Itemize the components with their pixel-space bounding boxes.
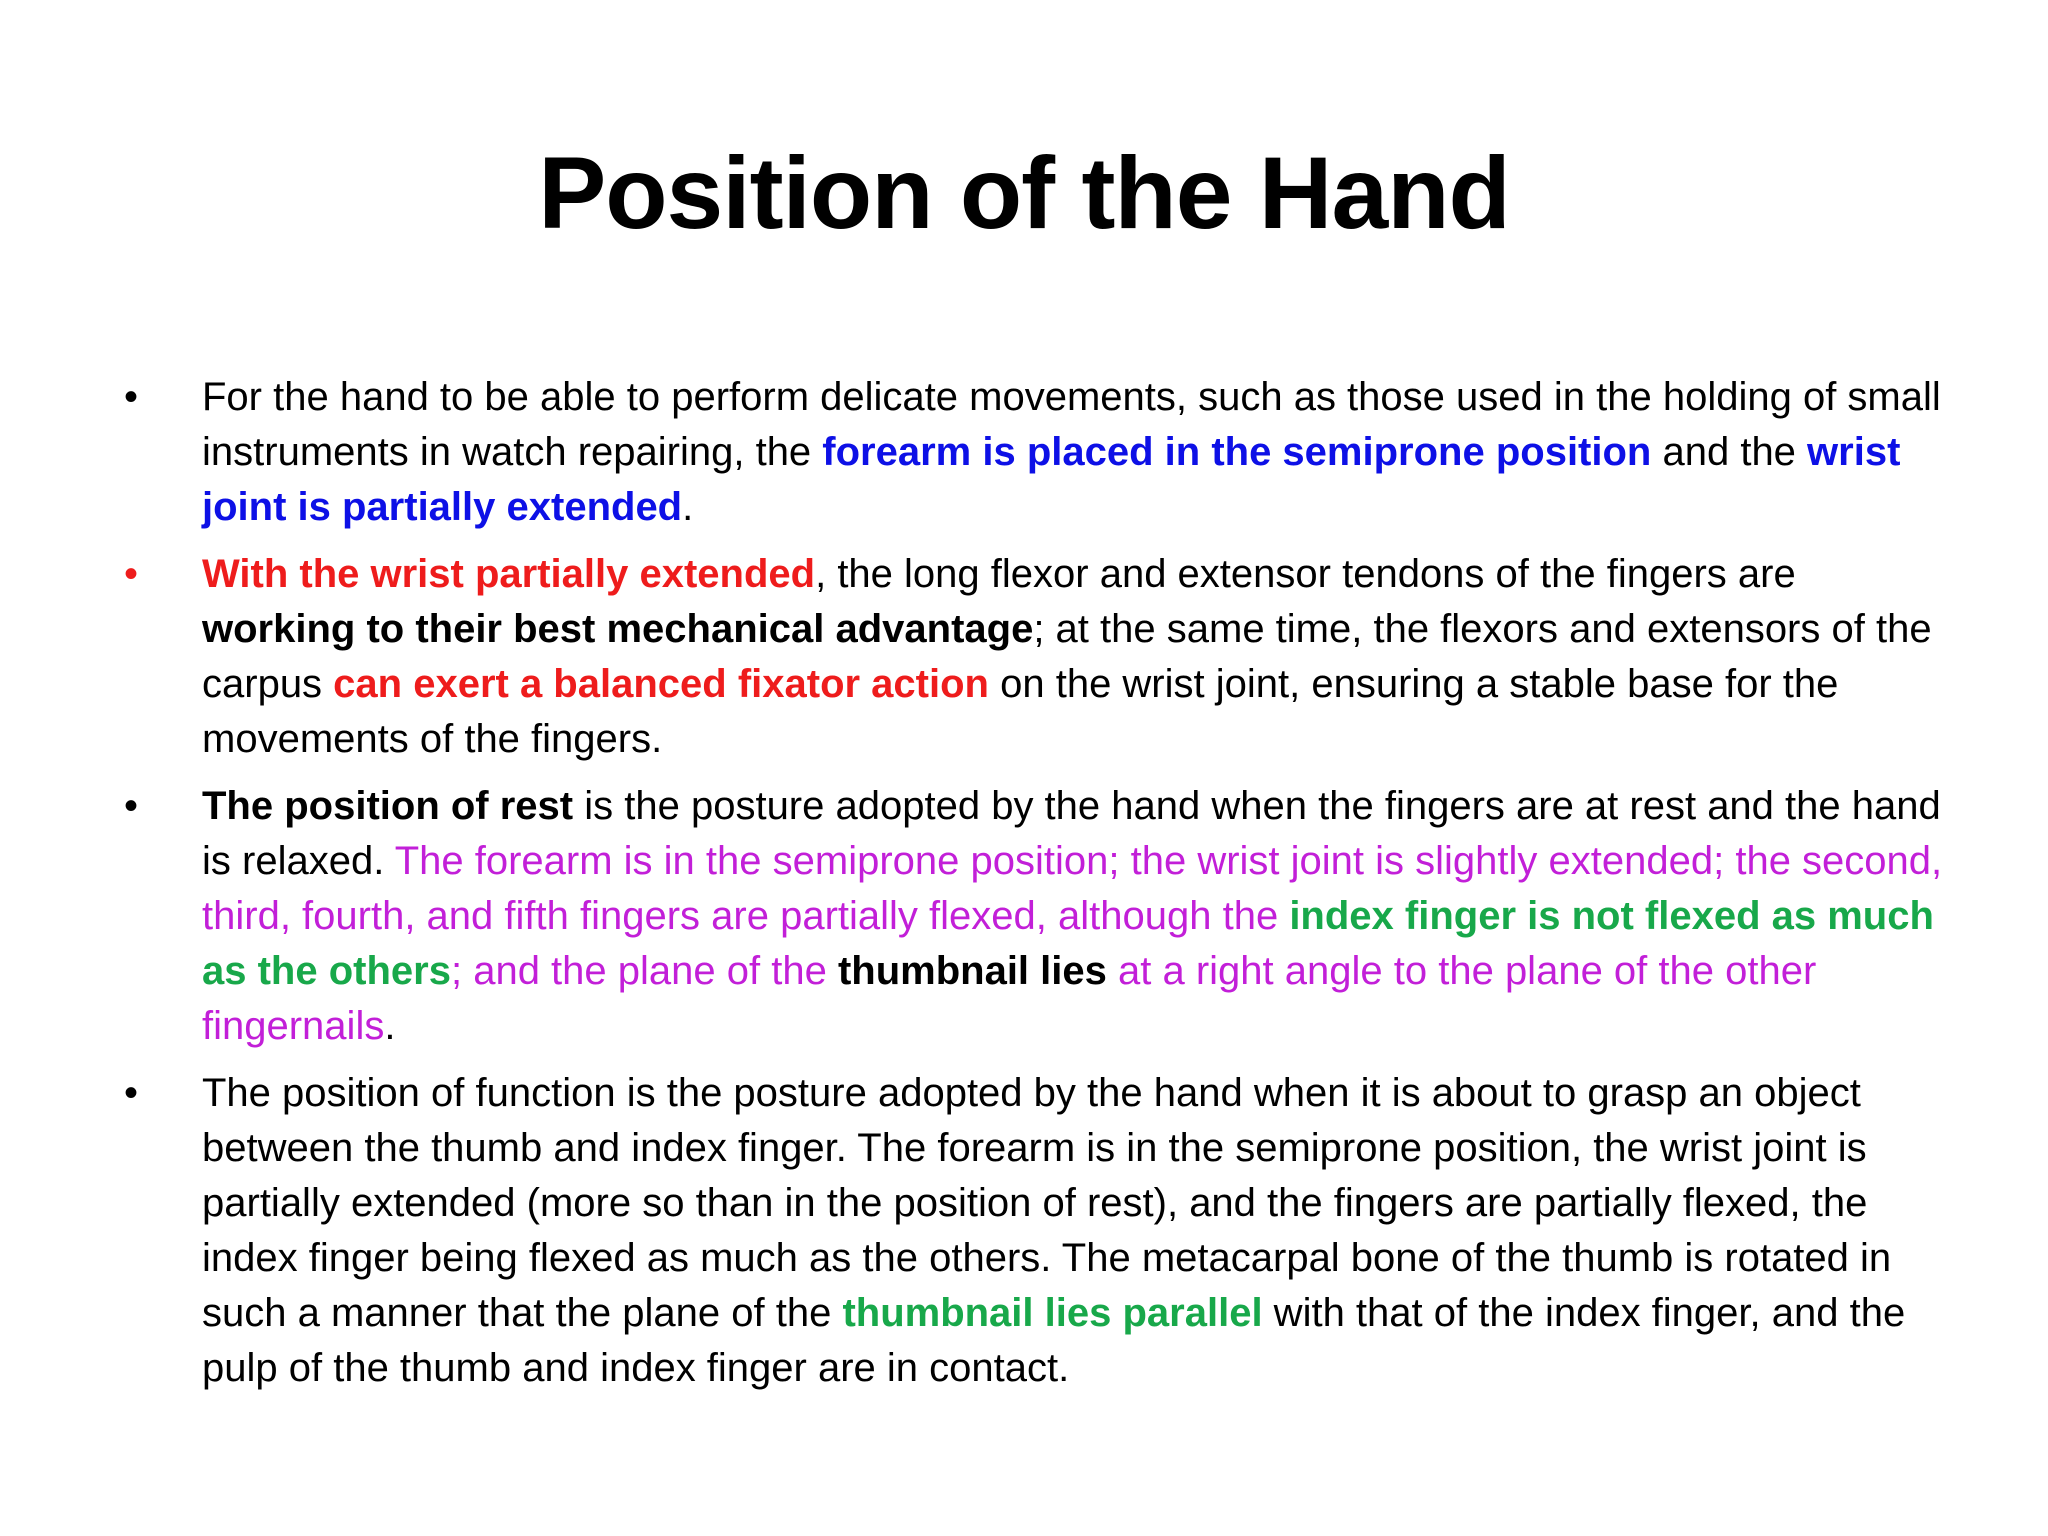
bullet-text-segment: ; and the plane of the xyxy=(450,949,838,993)
bullet-text-segment: For the hand to be able to perform delicate movements, such as those used in the holding of small instruments in watch repairing, the xyxy=(202,375,1941,474)
bullet-text-segment: is the posture adopted by the hand when the fingers are at rest and the hand is relaxed. xyxy=(202,784,1941,883)
bullet-list xyxy=(124,370,1954,1408)
bullet-text-segment: . xyxy=(384,1004,396,1048)
bullet-text-segment: . xyxy=(682,485,694,529)
bullet-item-3 xyxy=(124,779,1954,1054)
bullet-text-segment: and the xyxy=(1651,430,1808,474)
bullet-text-segment: at a right angle to the plane of the other fingernails xyxy=(202,949,1817,1048)
bullet-item-2 xyxy=(124,547,1954,767)
bullet-text-segment: The forearm is in the semiprone position; the wrist joint is slightly extended; the second, third, fourth, and fifth fingers are partially flexed, although the xyxy=(202,839,1943,938)
bullet-text-segment: forearm is placed in the semiprone position xyxy=(822,430,1652,474)
bullet-text-segment: , the long flexor and extensor tendons of the fingers are xyxy=(815,552,1796,596)
bullet-text-segment: thumbnail lies parallel xyxy=(842,1291,1263,1335)
bullet-text-segment: The position of function is the posture adopted by the hand when it is about to grasp an object between the thumb and index finger. The forearm is in the semiprone position, the wrist joint is partially extended (more so than in the position of rest), and the fingers are partially flexed, the index finger being flexed as much as the others. The metacarpal bone of the thumb is rotated in such a manner that the plane of the xyxy=(202,1071,1892,1335)
bullet-text-segment: ; at the same time, the flexors and extensors of the carpus xyxy=(202,607,1932,706)
bullet-item-4 xyxy=(124,1066,1954,1396)
bullet-item-1 xyxy=(124,370,1954,535)
bullet-marker: • xyxy=(124,375,139,419)
bullet-text-segment: The position of rest xyxy=(202,784,574,828)
bullet-text-segment: index finger is not flexed as much as the others xyxy=(202,894,1934,993)
bullet-text-segment: With the wrist partially extended xyxy=(202,552,816,596)
bullet-text-segment: wrist joint is partially extended xyxy=(202,430,1901,529)
bullet-text-segment: with that of the index finger, and the pulp of the thumb and index finger are in contact. xyxy=(202,1291,1906,1390)
bullet-text-segment: on the wrist joint, ensuring a stable base for the movements of the fingers. xyxy=(202,662,1839,761)
bullet-text-segment: can exert a balanced fixator action xyxy=(333,662,989,706)
bullet-text-segment: working to their best mechanical advantage xyxy=(202,607,1034,651)
bullet-marker: • xyxy=(124,1071,139,1115)
slide-title: Position of the Hand xyxy=(538,136,1510,250)
bullet-marker: • xyxy=(124,784,139,828)
bullet-marker: • xyxy=(124,552,139,596)
bullet-text-segment: thumbnail lies xyxy=(837,949,1107,993)
